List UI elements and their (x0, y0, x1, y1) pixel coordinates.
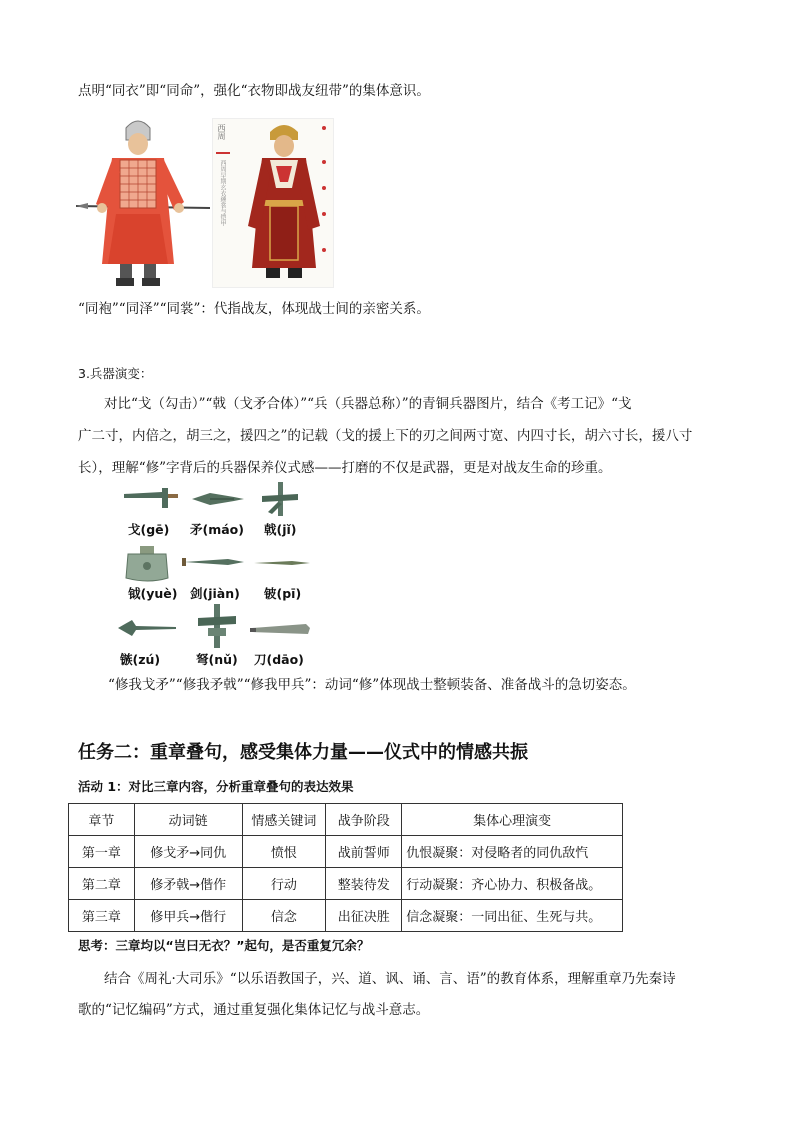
pi-sword-icon (252, 556, 312, 570)
table-cell: 第一章 (69, 836, 135, 868)
table-cell: 仇恨凝聚：对侵略者的同仇敌忾 (402, 836, 623, 868)
table-cell: 第三章 (69, 900, 135, 932)
intro-line: 点明“同衣”即“同命”，强化“衣物即战友纽带”的集体意识。 (78, 83, 430, 99)
weapon-label-jian: 剑(jiàn) (190, 586, 240, 601)
arrowhead-icon (116, 616, 178, 640)
weapons-para-line-2: 广二寸，内倍之，胡三之，援四之”的记载（戈的援上下的刃之间两寸宽、内四寸长，胡六寸长，援八寸 (78, 428, 693, 444)
table-row (69, 836, 623, 868)
table-header-cell: 动词链 (134, 804, 242, 836)
table-cell: 行动凝聚：齐心协力、积极备战。 (402, 868, 623, 900)
table-header-cell: 情感关键词 (242, 804, 326, 836)
weapon-label-pi: 铍(pī) (264, 586, 302, 601)
table-cell: 愤恨 (242, 836, 326, 868)
table-header-row (69, 804, 623, 836)
weapon-label-nu: 弩(nǔ) (196, 652, 238, 667)
activity-1-label: 活动 1：对比三章内容，分析重章叠句的表达效果 (78, 779, 354, 794)
table-cell: 战前誓师 (326, 836, 402, 868)
weapon-label-yue: 钺(yuè) (128, 586, 178, 601)
weapons-heading: 3.兵器演变： (78, 366, 153, 381)
table-row (69, 900, 623, 932)
knife-icon (250, 620, 312, 640)
weapons-para-line-3: 长），理解“修”字背后的兵器保养仪式感——打磨的不仅是武器，更是对战友生命的珍重。 (78, 460, 612, 476)
axe-icon (124, 546, 170, 582)
weapon-label-ge: 戈(gē) (128, 522, 170, 537)
table-cell: 出征决胜 (326, 900, 402, 932)
weapon-label-ji: 戟(jǐ) (264, 522, 297, 537)
table-row (69, 868, 623, 900)
panel-divider (216, 152, 230, 154)
table-cell: 修戈矛→同仇 (134, 836, 242, 868)
table-cell: 行动 (242, 868, 326, 900)
table-header-cell: 集体心理演变 (402, 804, 623, 836)
table-cell: 修甲兵→偕行 (134, 900, 242, 932)
weapons-para-line-1: 对比“戈（勾击）”“戟（戈矛合体）”“兵（兵器总称）”的青铜兵器图片，结合《考工记》“戈 (104, 396, 632, 412)
weapon-label-zu: 镞(zú) (120, 652, 161, 667)
task2-heading: 任务二：重章叠句，感受集体力量——仪式中的情感共振 (78, 742, 528, 763)
think-question: 思考：三章均以“岂曰无衣？”起句，是否重复冗余？ (78, 938, 370, 953)
paozeshang-line: “同袍”“同泽”“同裳”：代指战友，体现战士间的亲密关系。 (78, 301, 430, 317)
spear-icon (190, 488, 246, 510)
table-cell: 信念凝聚：一同出征、生死与共。 (402, 900, 623, 932)
table-cell: 修矛戟→偕作 (134, 868, 242, 900)
ji-halberd-icon (258, 480, 302, 518)
table-cell: 整装待发 (326, 868, 402, 900)
robed-warrior-image (242, 118, 334, 290)
weapon-label-mao: 矛(máo) (190, 522, 244, 537)
answer-line-1: 结合《周礼·大司乐》“以乐语教国子，兴、道、讽、诵、言、语”的教育体系，理解重章乃先秦诗 (104, 971, 676, 987)
chapter-comparison-table (68, 803, 623, 932)
sword-icon (182, 552, 248, 572)
answer-line-2: 歌的“记忆编码”方式，通过重复强化集体记忆与战斗意志。 (78, 1002, 430, 1018)
panel-dynasty-label: 西周 (217, 124, 226, 140)
armored-warrior-image (76, 114, 210, 290)
weapon-label-dao: 刀(dāo) (254, 652, 304, 667)
table-cell: 第二章 (69, 868, 135, 900)
ge-halberd-icon (122, 484, 180, 514)
table-cell: 信念 (242, 900, 326, 932)
crossbow-icon (196, 604, 238, 648)
panel-caption: 西周早期玄衣纁裳与铠甲 (219, 160, 226, 226)
table-header-cell: 章节 (69, 804, 135, 836)
weapons-summary: “修我戈矛”“修我矛戟”“修我甲兵”：动词“修”体现战士整顿装备、准备战斗的急切姿态。 (108, 677, 636, 693)
table-header-cell: 战争阶段 (326, 804, 402, 836)
